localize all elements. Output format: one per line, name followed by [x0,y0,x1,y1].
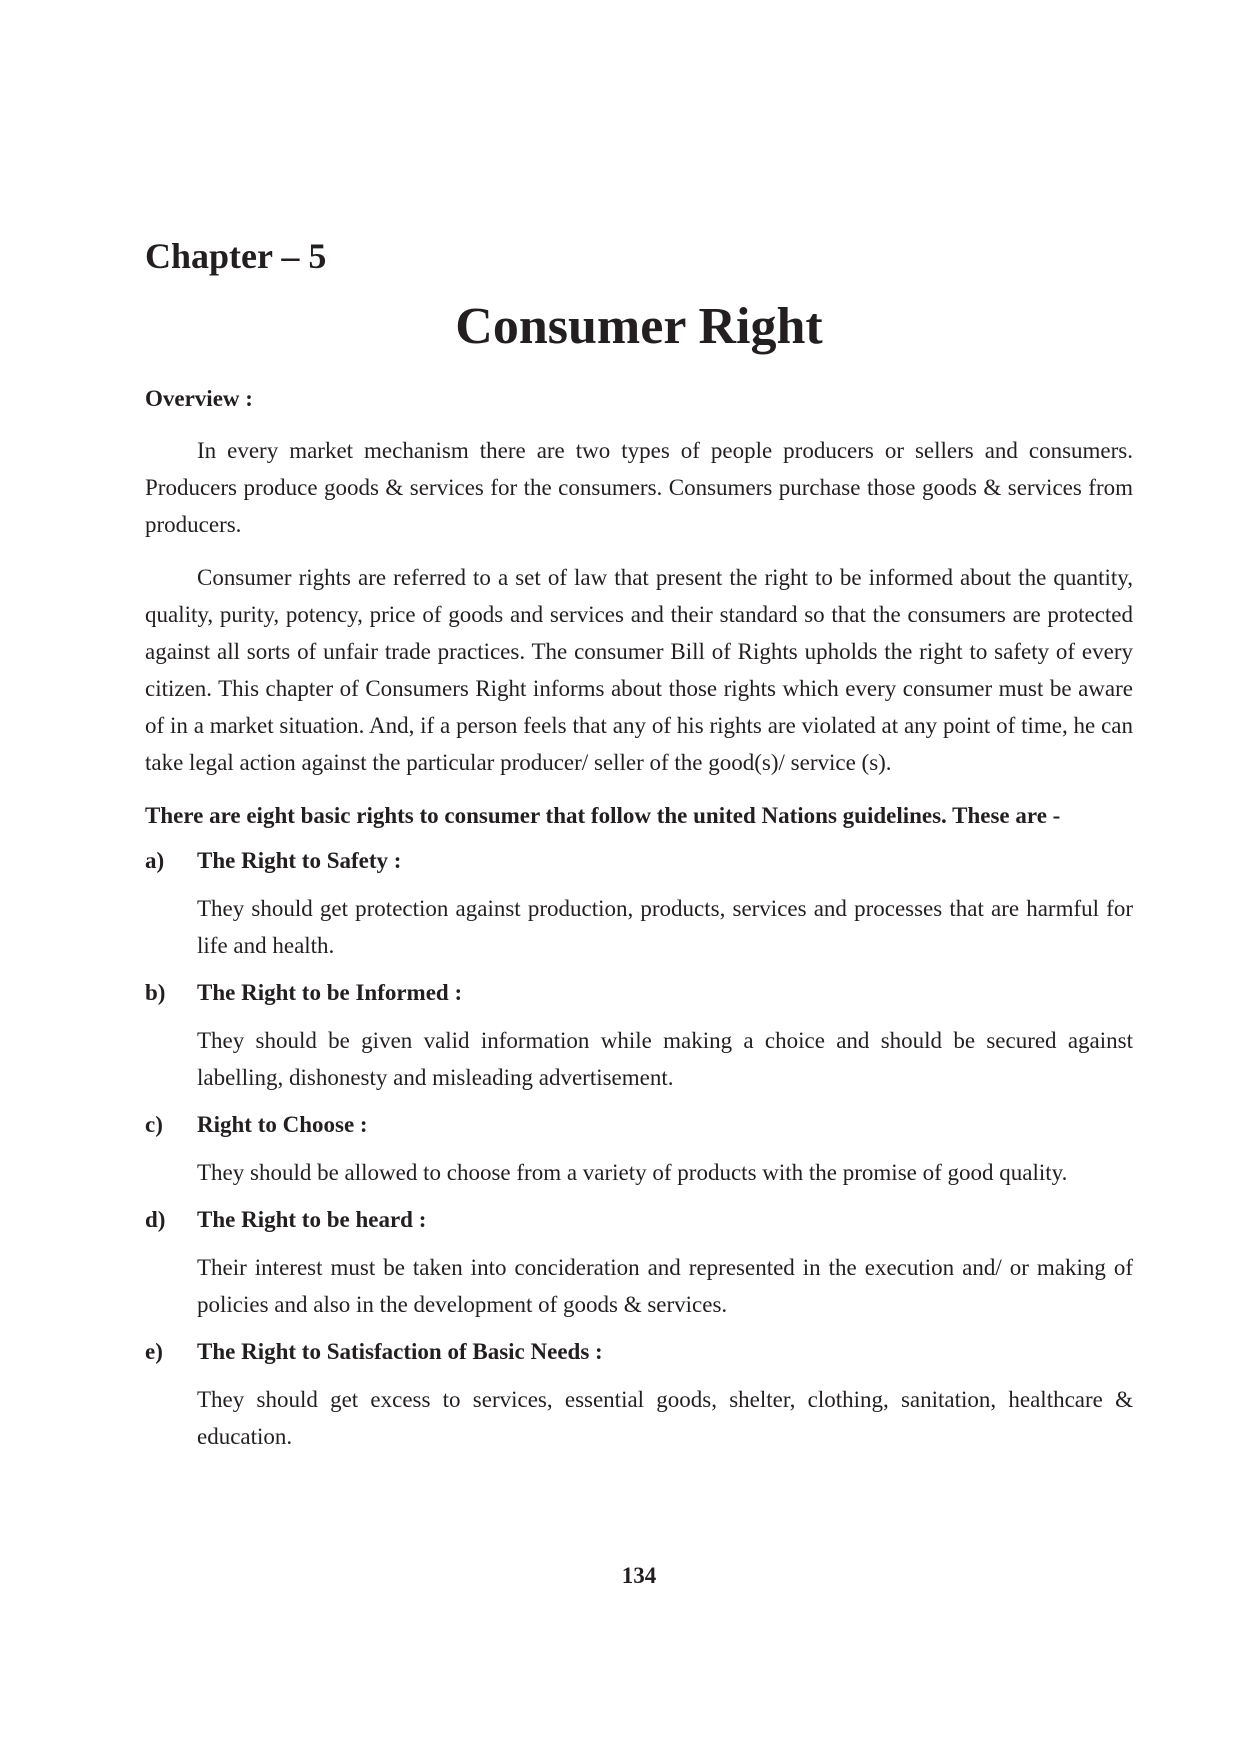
right-letter: a) [145,848,165,873]
right-letter: d) [145,1207,166,1232]
overview-heading: Overview : [145,386,253,411]
right-heading [145,842,1133,879]
right-item-informed [145,974,1133,1096]
document-page [145,0,1133,1755]
right-item-choose [145,1106,1133,1191]
right-description: They should be given valid information while making a choice and should be secured against labelling, dishonesty and misleading advertisement. [197,1028,1133,1090]
overview-paragraph-2: Consumer rights are referred to a set of law that present the right to be informed about the quantity, quality, purity, potency, price of goods and services and their standard so that the consumers are protected against all sorts of unfair trade practices. The consumer Bill of Rights upholds the right to safety of every citizen. This chapter of Consumers Right informs about those rights which every consumer must be aware of in a market situation. And, if a person feels that any of his rights are violated at any point of time, he can take legal action against the particular producer/ seller of the good(s)/ service (s). [145,565,1133,775]
right-heading [145,1201,1133,1238]
rights-intro: There are eight basic rights to consumer that follow the united Nations guidelines. These are - [145,803,1061,828]
right-title: The Right to Satisfaction of Basic Needs : [197,1339,603,1364]
right-letter: b) [145,980,166,1005]
right-title: The Right to Safety : [197,848,402,873]
right-description: They should be allowed to choose from a variety of products with the promise of good quality. [197,1160,1068,1185]
right-letter: c) [145,1112,163,1137]
right-title: The Right to be Informed : [197,980,463,1005]
right-item-basic-needs [145,1333,1133,1455]
right-description: They should get protection against production, products, services and processes that are harmful for life and health. [197,896,1133,958]
right-heading [145,1333,1133,1370]
right-heading [145,974,1133,1011]
right-item-safety [145,842,1133,964]
right-title: Right to Choose : [197,1112,368,1137]
chapter-title: Consumer Right [455,298,823,355]
right-description: They should get excess to services, essential goods, shelter, clothing, sanitation, healthcare & education. [197,1387,1133,1449]
chapter-label: Chapter – 5 [145,236,327,276]
right-heading [145,1106,1133,1143]
chapter-content [145,380,1133,1465]
overview-paragraph-1: In every market mechanism there are two types of people producers or sellers and consumers. Producers produce goods & services for the consumers. Consumers purchase those goods & services from producers. [145,438,1133,537]
right-letter: e) [145,1339,163,1364]
right-item-heard [145,1201,1133,1323]
page-number: 134 [621,1563,657,1588]
right-description: Their interest must be taken into concideration and represented in the execution and/ or making of policies and also in the development of goods & services. [197,1255,1133,1317]
right-title: The Right to be heard : [197,1207,427,1232]
